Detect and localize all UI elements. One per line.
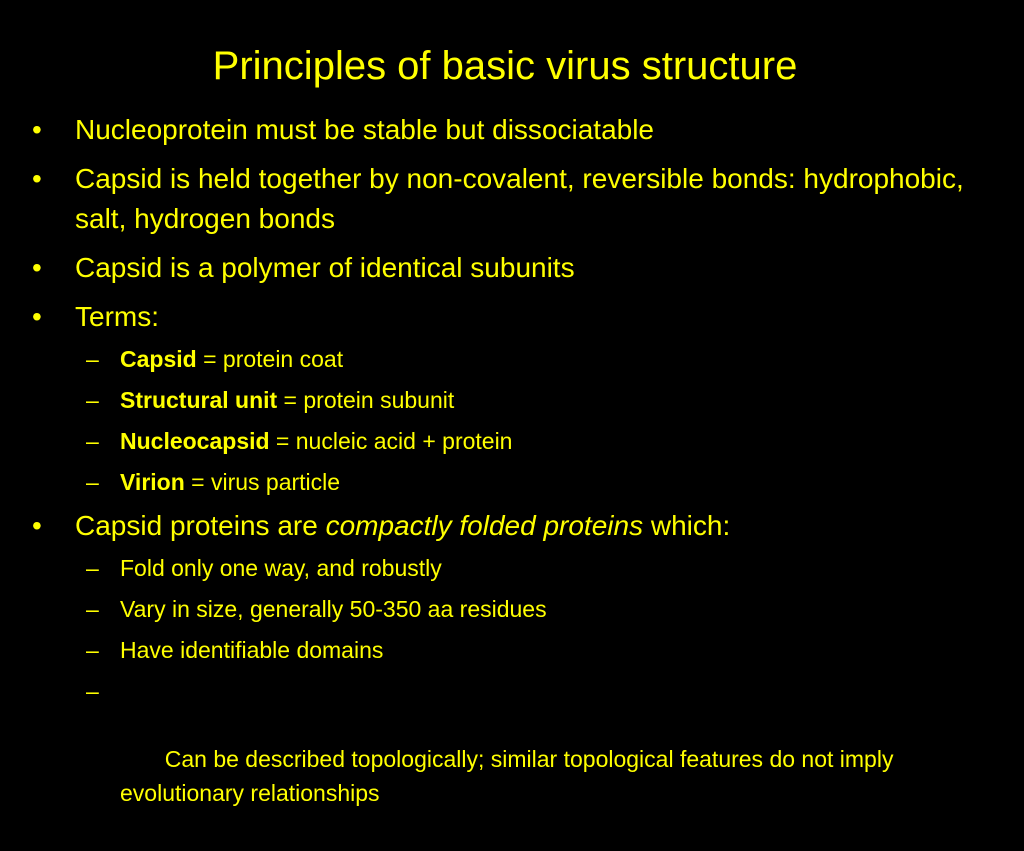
dash-marker: – bbox=[86, 346, 99, 372]
sub-bullet-text: Have identifiable domains bbox=[120, 637, 384, 663]
bullet-item bbox=[30, 110, 1010, 150]
sub-bullet-text: Vary in size, generally 50-350 aa residues bbox=[120, 596, 547, 622]
term-definition: = virus particle bbox=[184, 469, 341, 495]
sub-bullet-text: Fold only one way, and robustly bbox=[120, 555, 442, 581]
bullet-text-emphasis: compactly folded proteins bbox=[325, 510, 644, 541]
sub-bullet-item bbox=[30, 551, 1010, 585]
bullet-marker: • bbox=[32, 510, 42, 541]
bullet-marker: • bbox=[32, 114, 42, 145]
bullet-text: Capsid is a polymer of identical subunits bbox=[75, 252, 575, 283]
bullet-text-end: which: bbox=[643, 510, 731, 541]
bullet-marker: • bbox=[32, 301, 42, 332]
term-definition: = nucleic acid + protein bbox=[269, 428, 513, 454]
sub-bullet-item bbox=[30, 633, 1010, 667]
bullet-marker: • bbox=[32, 163, 42, 194]
bullet-text: Terms: bbox=[75, 301, 159, 332]
sub-bullet-text: Can be described topologically; similar topological features do not imply evolutionary relationships bbox=[120, 746, 900, 806]
bullet-list bbox=[30, 110, 1010, 851]
dash-marker: – bbox=[86, 596, 99, 622]
bullet-text: Capsid is held together by non-covalent, reversible bonds: hydrophobic, salt, hydrogen bonds bbox=[75, 163, 964, 234]
slide-title: Principles of basic virus structure bbox=[212, 44, 798, 88]
sub-bullet-item bbox=[30, 383, 1010, 417]
dash-marker: – bbox=[86, 678, 99, 704]
term-name: Virion bbox=[120, 469, 185, 495]
bullet-item bbox=[30, 297, 1010, 337]
dash-marker: – bbox=[86, 428, 99, 454]
sub-bullet-item bbox=[30, 342, 1010, 376]
dash-marker: – bbox=[86, 387, 99, 413]
sub-bullet-item bbox=[30, 424, 1010, 458]
term-definition: = protein subunit bbox=[277, 387, 455, 413]
dash-marker: – bbox=[86, 555, 99, 581]
dash-marker: – bbox=[86, 469, 99, 495]
bullet-item bbox=[30, 159, 1010, 239]
sub-bullet-item bbox=[30, 674, 1010, 844]
sub-bullet-item bbox=[30, 592, 1010, 626]
term-name: Structural unit bbox=[120, 387, 278, 413]
bullet-item bbox=[30, 506, 1010, 546]
dash-marker: – bbox=[86, 637, 99, 663]
sub-bullet-item bbox=[30, 465, 1010, 499]
term-definition: = protein coat bbox=[196, 346, 344, 372]
bullet-text: Nucleoprotein must be stable but dissociatable bbox=[75, 114, 655, 145]
term-name: Nucleocapsid bbox=[120, 428, 270, 454]
term-name: Capsid bbox=[120, 346, 197, 372]
bullet-marker: • bbox=[32, 252, 42, 283]
bullet-item bbox=[30, 248, 1010, 288]
bullet-text-start: Capsid proteins are bbox=[75, 510, 326, 541]
